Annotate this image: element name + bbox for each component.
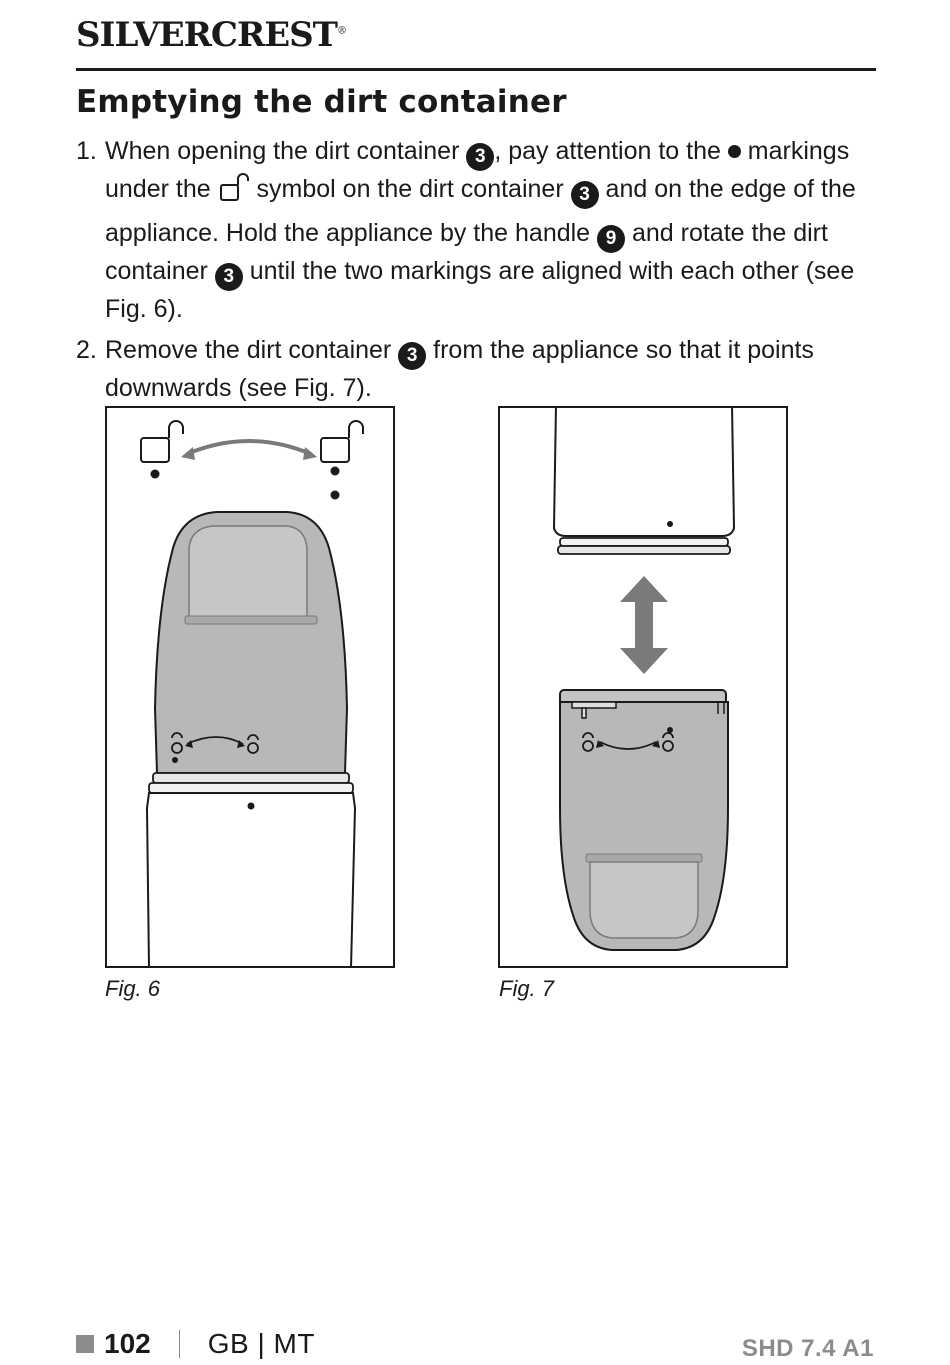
step-number: 2. [76, 336, 97, 365]
brand-logo: SILVERCREST® [76, 15, 346, 55]
marking-dot-icon [728, 145, 741, 158]
language-codes: GB | MT [207, 1328, 315, 1359]
model-number: SHD 7.4 A1 [741, 1335, 874, 1362]
figure-7-caption: Fig. 7 [499, 976, 555, 1001]
step-2 [76, 332, 881, 407]
appliance-body [147, 793, 355, 966]
rotation-arrow-icon [187, 441, 311, 454]
footer-divider [179, 1330, 180, 1358]
part-number-badge: 3 [571, 181, 599, 209]
figure-6-illustration [105, 406, 395, 968]
marking-dot-icon [151, 470, 160, 479]
step-text: from the appliance so that it points downwards (see Fig. 7). [105, 336, 814, 403]
dirt-container [149, 512, 353, 793]
unlock-icon [141, 421, 183, 462]
part-number-badge: 3 [398, 342, 426, 370]
page-footer [76, 1328, 315, 1360]
step-text: Remove the dirt container [105, 336, 399, 365]
part-number-badge: 3 [466, 143, 494, 171]
figure-7-illustration [498, 406, 788, 968]
marking-dot-icon [667, 521, 673, 527]
unlock-icon [218, 172, 250, 215]
part-number-badge: 3 [215, 263, 243, 291]
part-number-badge: 9 [597, 225, 625, 253]
step-1 [76, 133, 881, 327]
page-marker-icon [76, 1335, 94, 1353]
step-text: until the two markings are aligned with each other (see Fig. 6). [105, 256, 855, 323]
marking-dot-icon [331, 491, 340, 500]
page-number: 102 [104, 1328, 151, 1359]
step-text: markings under the [105, 137, 850, 203]
marking-dot-icon [248, 803, 255, 810]
step-number: 1. [76, 137, 97, 165]
step-text: When opening the dirt container [105, 137, 467, 165]
dirt-container [560, 690, 728, 950]
figure-6-caption: Fig. 6 [105, 976, 161, 1001]
step-text: and on the edge of the appliance. Hold the appliance by the handle [105, 175, 856, 247]
step-text: and rotate the dirt container [105, 218, 828, 285]
step-text: , pay attention to the [494, 137, 728, 165]
header-rule [76, 68, 876, 71]
step-text: symbol on the dirt container [249, 175, 571, 203]
section-title: Emptying the dirt container [76, 84, 567, 120]
remove-direction-arrow-icon [620, 576, 668, 674]
instruction-list [76, 133, 881, 412]
unlock-icon [321, 421, 363, 462]
appliance-body [554, 408, 734, 536]
marking-dot-icon [331, 467, 340, 476]
